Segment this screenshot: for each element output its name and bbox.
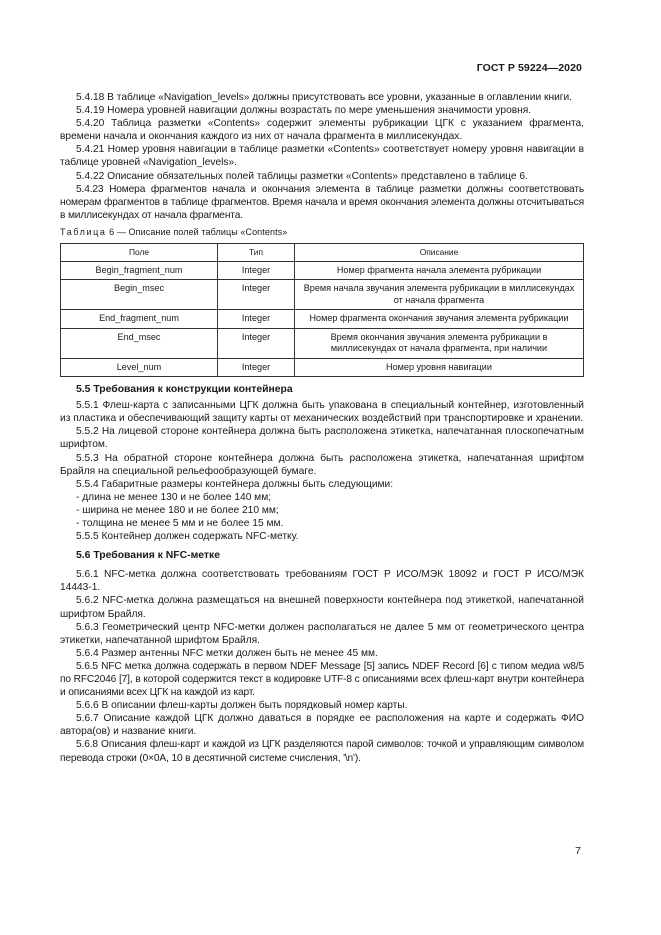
paragraph-5-5-3: 5.5.3 На обратной стороне контейнера должна быть расположена этикетка, напечатанная шрифтом Брайля на специальной рельефообразующей бумаге. [60, 452, 584, 477]
paragraph-5-4-23: 5.4.23 Номера фрагментов начала и окончания элемента в таблице разметки должны соответствовать номерам фрагментов в таблице фрагментов. Время начала и время окончания элемента должны отсчитываться в миллисекундах от начала фрагмента. [60, 183, 584, 221]
paragraph-5-4-18: 5.4.18 В таблице «Navigation_levels» должны присутствовать все уровни, указанные в оглавлении книги. [76, 92, 573, 103]
list-item-length: - длина не менее 130 и не более 140 мм; [76, 491, 272, 503]
type-cell: Integer [218, 261, 295, 280]
paragraph-5-5-2: 5.5.2 На лицевой стороне контейнера должна быть расположена этикетка, напечатанная плоскопечатным шрифтом. [60, 426, 584, 451]
paragraph-5-4-19: 5.4.19 Номера уровней навигации должны возрастать по мере уменьшения значимости уровня. [76, 105, 532, 117]
table-caption-text: 6 — Описание полей таблицы «Contents» [109, 226, 288, 237]
table-row [61, 310, 584, 329]
standard-header: ГОСТ Р 59224—2020 [476, 62, 582, 74]
paragraph-5-6-2: 5.6.2 NFC-метка должна размещаться на внешней поверхности контейнера под этикеткой, напечатанной шрифтом Брайля. [60, 595, 584, 620]
type-cell: Integer [218, 328, 295, 358]
type-cell: Integer [218, 358, 295, 377]
table-caption-prefix: Таблица [60, 226, 107, 237]
field-cell: End_fragment_num [61, 310, 218, 329]
list-item-width: - ширина не менее 180 и не более 210 мм; [76, 504, 279, 516]
field-cell: Begin_msec [61, 280, 218, 310]
field-cell: Begin_fragment_num [61, 261, 218, 280]
column-header-description: Описание [295, 244, 584, 262]
paragraph-5-5-4: 5.5.4 Габаритные размеры контейнера должны быть следующими: [76, 478, 394, 490]
contents-fields-table [60, 243, 584, 377]
table-row [61, 261, 584, 280]
paragraph-5-6-6: 5.6.6 В описании флеш-карты должен быть порядковый номер карты. [76, 700, 408, 712]
description-cell: Время начала звучания элемента рубрикации в миллисекундах от начала фрагмента [295, 280, 584, 310]
description-cell: Номер фрагмента начала элемента рубрикации [295, 261, 584, 280]
paragraph-5-6-7: 5.6.7 Описание каждой ЦГК должно даваться в порядке ее расположения на карте и содержать ФИО автора(ов) и название книги. [60, 713, 584, 738]
paragraph-5-5-1: 5.5.1 Флеш-карта с записанными ЦГК должна быть упакована в специальный контейнер, изготовленный из пластика и обеспечивающий защиту карты от механических воздействий при транспортировке и хранении. [60, 400, 584, 425]
type-cell: Integer [218, 280, 295, 310]
field-cell: Level_num [61, 358, 218, 377]
paragraph-5-4-22: 5.4.22 Описание обязательных полей таблицы разметки «Contents» представлено в таблице 6. [76, 170, 528, 182]
description-cell: Номер уровня навигации [295, 358, 584, 377]
table-row [61, 280, 584, 310]
paragraph-5-6-3: 5.6.3 Геометрический центр NFC-метки должен располагаться не далее 5 мм от геометрического центра этикетки, напечатанной шрифтом Брайля. [60, 621, 584, 646]
paragraph-5-4-20: 5.4.20 Таблица разметки «Contents» содержит элементы рубрикации ЦГК с указанием фрагмента, времени начала и окончания каждого из них от начала фрагмента в миллисекундах. [60, 118, 584, 143]
type-cell: Integer [218, 310, 295, 329]
section-5-6-title: 5.6 Требования к NFC-метке [76, 550, 220, 562]
description-cell: Номер фрагмента окончания звучания элемента рубрикации [295, 310, 584, 329]
field-cell: End_msec [61, 328, 218, 358]
table-header-row [61, 244, 584, 262]
paragraph-5-6-4: 5.6.4 Размер антенны NFC метки должен быть не менее 45 мм. [76, 647, 378, 659]
table-row [61, 358, 584, 377]
list-item-thickness: - толщина не менее 5 мм и не более 15 мм. [76, 517, 284, 529]
description-cell: Время окончания звучания элемента рубрикации в миллисекундах от начала фрагмента, при наличии [295, 328, 584, 358]
main-content [60, 91, 584, 765]
paragraph-5-6-8: 5.6.8 Описания флеш-карт и каждой из ЦГК разделяются парой символов: точкой и управляющим символом перевода строки (0×0A, 10 в десятичной системе счисления, '\n'). [60, 739, 584, 764]
page-number: 7 [575, 845, 581, 857]
table-row [61, 328, 584, 358]
table-caption [60, 226, 584, 239]
paragraph-5-4-21: 5.4.21 Номер уровня навигации в таблице разметки «Contents» соответствует номеру уровня навигации в таблице уровней «Navigation_levels». [60, 144, 584, 169]
column-header-type: Тип [218, 244, 295, 262]
paragraph-5-6-1: 5.6.1 NFC-метка должна соответствовать требованиям ГОСТ Р ИСО/МЭК 18092 и ГОСТ Р ИСО/МЭК 14443-1. [60, 569, 584, 594]
paragraph-5-5-5: 5.5.5 Контейнер должен содержать NFC-метку. [76, 531, 299, 543]
section-5-5-title: 5.5 Требования к конструкции контейнера [76, 384, 293, 396]
paragraph-5-6-5: 5.6.5 NFC метка должна содержать в первом NDEF Message [5] запись NDEF Record [6] с типом медиа w8/5 по RFC2046 [7], в которой содержится текст в кодировке UTF-8 с описаниями всех флеш-карт внутри контейнера и описаниями всех ЦГК на каждой из карт. [60, 660, 584, 699]
column-header-field: Поле [61, 244, 218, 262]
